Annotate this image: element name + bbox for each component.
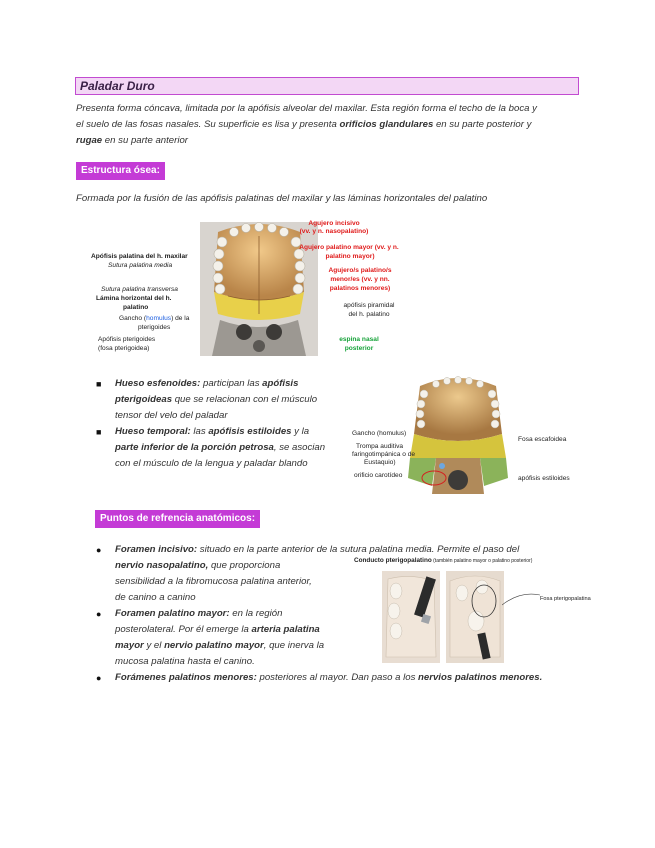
- label-espina-2: posterior: [344, 345, 374, 352]
- label-trompa-3: Eustaquio): [364, 459, 396, 466]
- label-agujero-incisivo-2: (vv. y n. nasopalatino): [299, 228, 369, 235]
- pointer-line: [502, 587, 542, 607]
- label-fosa-pterigopalatina: Fosa pterigopalatina: [540, 596, 591, 602]
- photo-1: [382, 571, 440, 663]
- label-espina-1: espina nasal: [339, 336, 379, 343]
- bullet-esfenoides-line-3: tensor del velo del paladar: [115, 410, 228, 421]
- bullet-temporal-line-3: con el músculo de la lengua y paladar blando: [115, 458, 308, 469]
- foramen-incisivo-line-3: sensibilidad a la fibromucosa palatina anterior,: [115, 576, 312, 587]
- label-agujero-incisivo-1: Agujero incisivo: [308, 220, 360, 227]
- bullet-temporal-line-2: parte inferior de la porción petrosa, se asocian: [115, 442, 326, 453]
- label-agujero-mayor-2: palatino mayor): [325, 253, 375, 260]
- label-gancho-2: pterigoides: [138, 324, 171, 331]
- label-lamina-horizontal-2: palatino: [123, 304, 149, 311]
- foramenes-menores-line: Forámenes palatinos menores: posteriores al mayor. Dan paso a los nervios palatinos menores.: [115, 672, 543, 683]
- label-gancho-1: Gancho (homulus) de la: [119, 315, 190, 322]
- bullet-temporal-line-1: Hueso temporal: las apófisis estiloides y la: [115, 426, 310, 437]
- label-piramidal-2: del h. palatino: [348, 311, 390, 318]
- pterigopalatino-figure: [352, 557, 592, 667]
- section-tag-estructura: Estructura ósea:: [76, 162, 165, 180]
- label-carotideo: orificio carotídeo: [354, 472, 403, 479]
- label-agujero-menor-3: palatinos menores): [329, 285, 391, 292]
- label-sutura-transversa: Sutura palatina transversa: [101, 286, 178, 293]
- label-agujero-mayor-1: Agujero palatino mayor (vv. y n.: [299, 244, 399, 251]
- label-gancho-homulus: Gancho (homulus): [352, 430, 407, 437]
- label-trompa-1: Trompa auditiva: [356, 443, 404, 450]
- foramen-incisivo-line-2: nervio nasopalatino, que proporciona: [115, 560, 281, 571]
- foramen-incisivo-line-4: de canino a canino: [115, 592, 196, 603]
- page-title: Paladar Duro: [80, 79, 155, 93]
- bullet-esfenoides-line-1: Hueso esfenoides: participan las apófisis: [115, 378, 299, 389]
- skull-base-illustration: [406, 374, 510, 500]
- label-agujero-menor-1: Agujero/s palatino/s: [328, 267, 392, 274]
- palate-illustration: [200, 222, 318, 356]
- bullet-dot: ●: [96, 609, 102, 619]
- bullets-huesos: [115, 376, 355, 472]
- label-apofisis-estiloides: apófisis estiloides: [518, 475, 570, 482]
- label-lamina-horizontal-1: Lámina horizontal del h.: [96, 295, 172, 302]
- palate-figure: [88, 214, 408, 356]
- label-pterigoides-1: Apófisis pterigoides: [98, 336, 156, 343]
- foramen-incisivo-line-1: Foramen incisivo: situado en la parte anterior de la sutura palatina media. Permite el paso del: [115, 544, 520, 555]
- intro-line-1: Presenta forma cóncava, limitada por la apófisis alveolar del maxilar. Esta región forma el techo de la boca y: [76, 103, 537, 114]
- figure3-title: Conducto pterigopalatino (también palatino mayor o palatino posterior): [354, 557, 533, 564]
- foramen-mayor-line-2: posterolateral. Por él emerge la arteria palatina: [115, 624, 320, 635]
- foramen-mayor-line-4: mucosa palatina hasta el canino.: [115, 656, 255, 667]
- label-trompa-2: faringotimpánica o de: [352, 451, 416, 458]
- label-fosa-escafoidea: Fosa escafoidea: [518, 436, 567, 443]
- bullet-dot: ●: [96, 545, 102, 555]
- bullet-dot: ●: [96, 673, 102, 683]
- bullet-esfenoides-line-2: pterigoideas que se relacionan con el músculo: [115, 394, 318, 405]
- page-title-box: [75, 77, 579, 95]
- section-tag-puntos: Puntos de refrencia anatómicos:: [95, 510, 260, 528]
- label-piramidal-1: apófisis piramidal: [343, 302, 395, 309]
- bullet-square: ■: [96, 427, 102, 437]
- estructura-sentence: Formada por la fusión de las apófisis palatinas del maxilar y las láminas horizontales del palatino: [76, 193, 488, 204]
- label-pterigoides-2: (fosa pterigoidea): [98, 345, 150, 352]
- label-sutura-media: Sutura palatina media: [108, 262, 173, 269]
- intro-line-3: rugae en su parte anterior: [76, 135, 189, 146]
- photo-2: [446, 571, 504, 663]
- skull-base-figure: [348, 374, 578, 502]
- foramen-mayor-line-1: Foramen palatino mayor: en la región: [115, 608, 283, 619]
- bullet-square: ■: [96, 379, 102, 389]
- foramen-mayor-line-3: mayor y el nervio palatino mayor, que inerva la: [115, 640, 325, 651]
- intro-line-2: el suelo de las fosas nasales. Su superficie es lisa y presenta orificios glandulares en su parte posterior y: [76, 119, 532, 130]
- intro-paragraph: [76, 101, 596, 149]
- label-agujero-menor-2: menor/es (vv. y nn.: [330, 276, 390, 283]
- label-apofisis-palatina: Apófisis palatina del h. maxilar: [91, 253, 188, 260]
